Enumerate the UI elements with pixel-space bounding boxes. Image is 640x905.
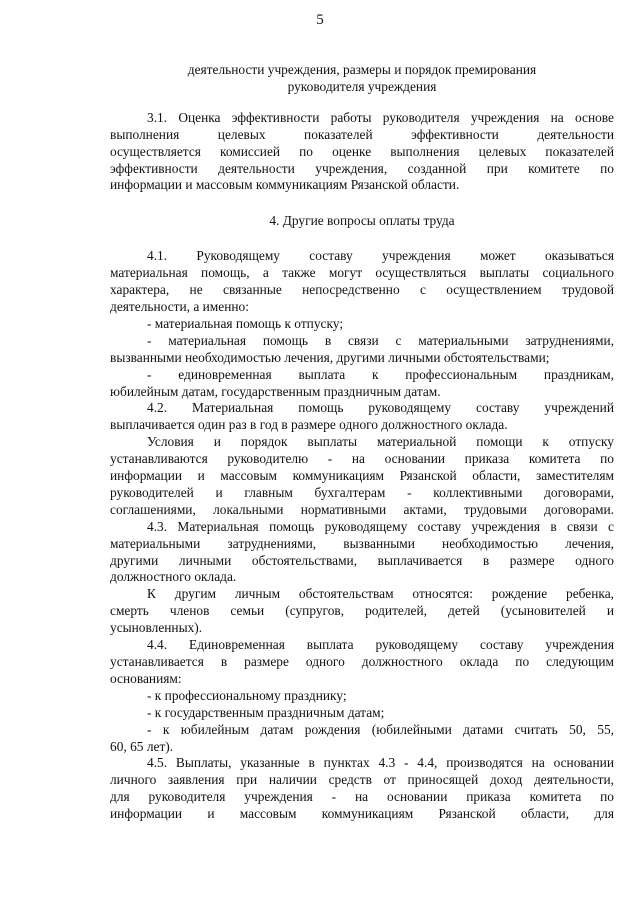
list-item-continued: вызванными необходимостью лечения, другими личными обстоятельствами; [110,349,550,365]
page-number: 5 [316,12,324,28]
list-item: - единовременная выплата к профессиональным праздникам, [147,366,614,382]
text-line: осуществляется комиссией по оценке выполнения целевых показателей [110,143,614,159]
paragraph-4-3 [110,519,614,587]
text-line: усыновленных). [110,620,203,636]
list-item: - материальная помощь в связи с материальными затруднениями, [147,332,614,348]
heading-line: деятельности учреждения, размеры и порядок премирования [187,62,537,77]
text-line: должностного оклада. [110,569,237,585]
text-line: смерть членов семьи (супругов, родителей, детей (усыновителей и [110,603,614,619]
text-line: материальная помощь, а также могут осуществляться выплаты социального [110,265,614,281]
list-item-continued: 60, 65 лет). [110,738,174,754]
paragraph-4-4 [110,637,614,688]
text-line: информации и массовым коммуникациям Рязанской области, для [110,806,614,822]
paragraph-4-2 [110,400,614,434]
text-line: личного заявления при наличии средств от приносящей доход деятельности, [110,772,614,788]
list-2 [110,688,614,756]
text-line: К другим личным обстоятельствам относятся: рождение ребенка, [147,586,614,602]
text-line: выполнения целевых показателей эффективности деятельности [110,126,614,142]
document-body [110,62,614,823]
text-line: другими личными обстоятельствами, выплачивается в размере одного [110,552,614,568]
text-line: Условия и порядок выплаты материальной помощи к отпуску [147,434,614,450]
text-line: выплачивается один раз в год в размере одного должностного оклада. [110,417,508,433]
paragraph-4-5 [110,755,614,823]
text-line: 4.5. Выплаты, указанные в пунктах 4.3 - 4.4, производятся на основании [147,755,614,771]
text-line: для руководителя учреждения - на основании приказа комитета по [110,789,614,805]
paragraph-3-1 [110,110,614,195]
list-item: - к профессиональному празднику; [147,687,347,703]
text-line: эффективности деятельности учреждения, созданной при комитете по [110,160,614,176]
text-line: руководителей и главным бухгалтерам - коллективными договорами, [110,484,614,500]
paragraph-4-2-conditions [110,434,614,519]
text-line: основаниям: [110,670,182,686]
heading-line: руководителя учреждения [287,78,437,94]
list-item: - материальная помощь к отпуску; [147,315,344,331]
section-4-title: 4. Другие вопросы оплаты труда [269,213,455,229]
text-line: материальными затруднениями, вызванными необходимостью лечения, [110,535,614,551]
text-line: устанавливается в размере одного должностного оклада по следующим [110,654,614,669]
text-line: 3.1. Оценка эффективности работы руководителя учреждения на основе [147,109,614,125]
list-item-continued: юбилейным датам, государственным праздничным датам. [110,383,441,399]
text-line: 4.1. Руководящему составу учреждения может оказываться [147,248,614,264]
text-line: 4.3. Материальная помощь руководящему составу учреждения в связи с [147,518,614,534]
text-line: деятельности, а именно: [110,298,249,314]
text-line: 4.4. Единовременная выплата руководящему составу учреждения [147,637,614,653]
text-line: устанавливаются руководителю - на основании приказа комитета по [110,451,614,467]
list-item: - к юбилейным датам рождения (юбилейными датами считать 50, 55, [147,721,614,737]
list-item: - к государственным праздничным датам; [147,704,385,720]
text-line: соглашениями, локальными нормативными актами, трудовыми договорами. [110,501,614,517]
text-line: информации и массовым коммуникациям Рязанской области, заместителям [110,468,614,484]
text-line: 4.2. Материальная помощь руководящему составу учреждений [147,400,614,416]
paragraph-4-1 [110,248,614,316]
text-line: характера, не связанные непосредственно с осуществлением трудовой [110,282,614,298]
list-1 [110,316,614,401]
text-line: информации и массовым коммуникациям Рязанской области. [110,177,460,193]
paragraph-4-3-personal-circumstances [110,586,614,637]
section-heading-continued [110,62,614,96]
